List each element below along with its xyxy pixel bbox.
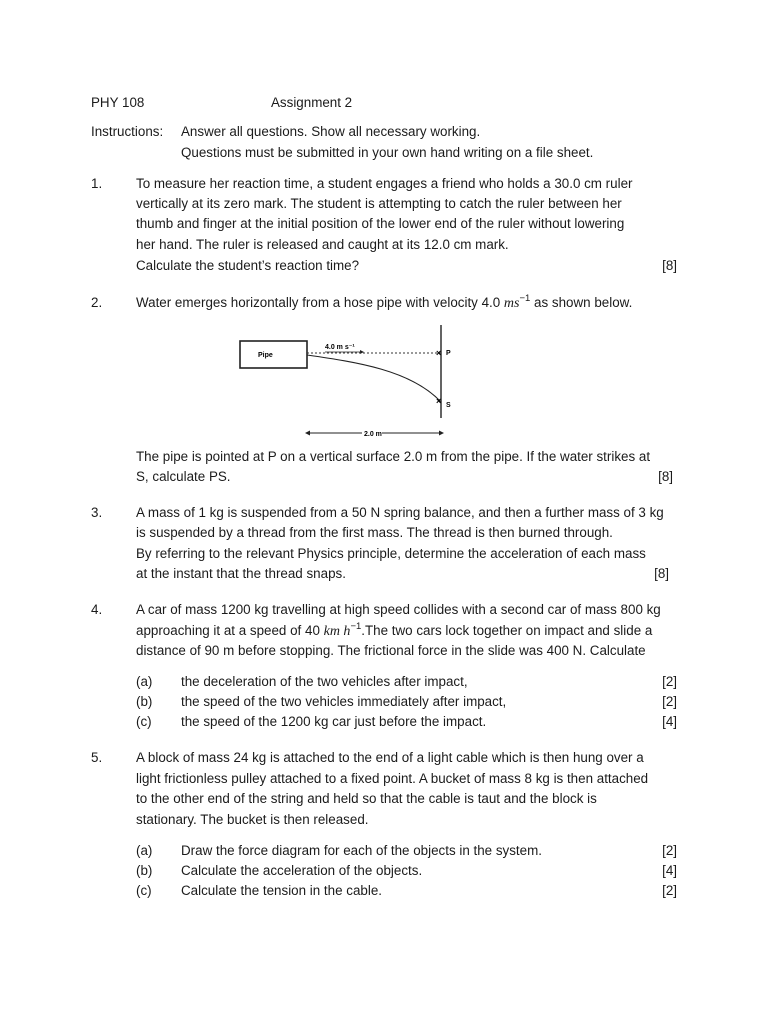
- marks-allocation: [8]: [662, 258, 677, 273]
- velocity-label: 4.0 m s⁻¹: [325, 344, 355, 351]
- sub-question-label: (b): [136, 694, 153, 709]
- question-line: approaching it at a speed of 40 km $h^{-1}.The$ two cars lock together on impact and slide a: [136, 620, 653, 639]
- velocity-unit: ms: [503, 296, 520, 311]
- course-code: PHY 108: [91, 95, 145, 110]
- marks-allocation: [8]: [658, 469, 673, 484]
- question-line: Calculate the student’s reaction time?: [136, 258, 360, 273]
- question-line: A block of mass 24 kg is attached to the end of a light cable which is then hung over a: [136, 750, 644, 765]
- point-s-label: S: [446, 402, 451, 409]
- sub-question-text: the speed of the two vehicles immediately after impact,: [181, 694, 507, 709]
- question-line: To measure her reaction time, a student engages a friend who holds a 30.0 cm ruler: [136, 176, 633, 191]
- instructions-line-1: Answer all questions. Show all necessary working.: [181, 124, 481, 139]
- sub-question-label: (a): [136, 674, 153, 689]
- distance-label: 2.0 m: [364, 431, 382, 438]
- question-line: to the other end of the string and held so that the cable is taut and the block is: [136, 791, 597, 806]
- unit-exponent: −1: [350, 620, 362, 632]
- marks-allocation: [2]: [662, 694, 677, 709]
- pipe-shape: [240, 341, 307, 368]
- question-line: S, calculate PS.: [136, 469, 231, 484]
- question-line: at the instant that the thread snaps.: [136, 566, 346, 581]
- svg-text:×: ×: [436, 348, 442, 358]
- sub-question-label: (b): [136, 863, 153, 878]
- sub-question-text: Draw the force diagram for each of the objects in the system.: [181, 843, 542, 858]
- question-line: A car of mass 1200 kg travelling at high speed collides with a second car of mass 800 kg: [136, 602, 661, 617]
- marks-allocation: [2]: [662, 883, 677, 898]
- question-line: light frictionless pulley attached to a fixed point. A bucket of mass 8 kg is then attached: [136, 771, 649, 786]
- question-line: Water emerges horizontally from a hose pipe with velocity 4.0 $ms^{-1}$ as shown below.: [136, 292, 633, 311]
- unit-exponent: −1: [519, 292, 531, 304]
- speed-unit: km h: [323, 624, 351, 639]
- instructions-label: Instructions:: [91, 124, 164, 139]
- question-number: 5.: [91, 750, 103, 765]
- question-line: thumb and finger at the initial position of the lower end of the ruler without lowering: [136, 216, 625, 231]
- question-line: is suspended by a thread from the first mass. The thread is then burned through.: [136, 525, 613, 540]
- question-number: 2.: [91, 295, 103, 310]
- marks-allocation: [4]: [662, 863, 677, 878]
- question-line: By referring to the relevant Physics principle, determine the acceleration of each mass: [136, 546, 646, 561]
- question-number: 4.: [91, 602, 103, 617]
- question-line: distance of 90 m before stopping. The frictional force in the slide was 400 N. Calculate: [136, 643, 646, 658]
- marks-allocation: [4]: [662, 714, 677, 729]
- question-number: 3.: [91, 505, 103, 520]
- svg-text:×: ×: [436, 396, 442, 406]
- sub-question-text: the speed of the 1200 kg car just before the impact.: [181, 714, 487, 729]
- question-line: A mass of 1 kg is suspended from a 50 N spring balance, and then a further mass of 3 kg: [136, 505, 664, 520]
- sub-question-label: (c): [136, 714, 152, 729]
- instructions-line-2: Questions must be submitted in your own hand writing on a file sheet.: [181, 145, 594, 160]
- question-line: her hand. The ruler is released and caught at its 12.0 cm mark.: [136, 237, 509, 252]
- sub-question-text: Calculate the tension in the cable.: [181, 883, 382, 898]
- projectile-diagram: [236, 322, 466, 442]
- sub-question-label: (c): [136, 883, 152, 898]
- question-line: stationary. The bucket is then released.: [136, 812, 369, 827]
- sub-question-text: Calculate the acceleration of the objects.: [181, 863, 423, 878]
- question-number: 1.: [91, 176, 103, 191]
- question-line: vertically at its zero mark. The student is attempting to catch the ruler between her: [136, 196, 622, 211]
- assignment-title: Assignment 2: [271, 95, 353, 110]
- marks-allocation: [8]: [654, 566, 669, 581]
- water-trajectory: [307, 355, 441, 402]
- question-line: The pipe is pointed at P on a vertical surface 2.0 m from the pipe. If the water strikes at: [136, 449, 651, 464]
- sub-question-text: the deceleration of the two vehicles after impact,: [181, 674, 468, 689]
- sub-question-label: (a): [136, 843, 153, 858]
- marks-allocation: [2]: [662, 674, 677, 689]
- marks-allocation: [2]: [662, 843, 677, 858]
- point-p-label: P: [446, 350, 451, 357]
- pipe-label: Pipe: [258, 352, 273, 359]
